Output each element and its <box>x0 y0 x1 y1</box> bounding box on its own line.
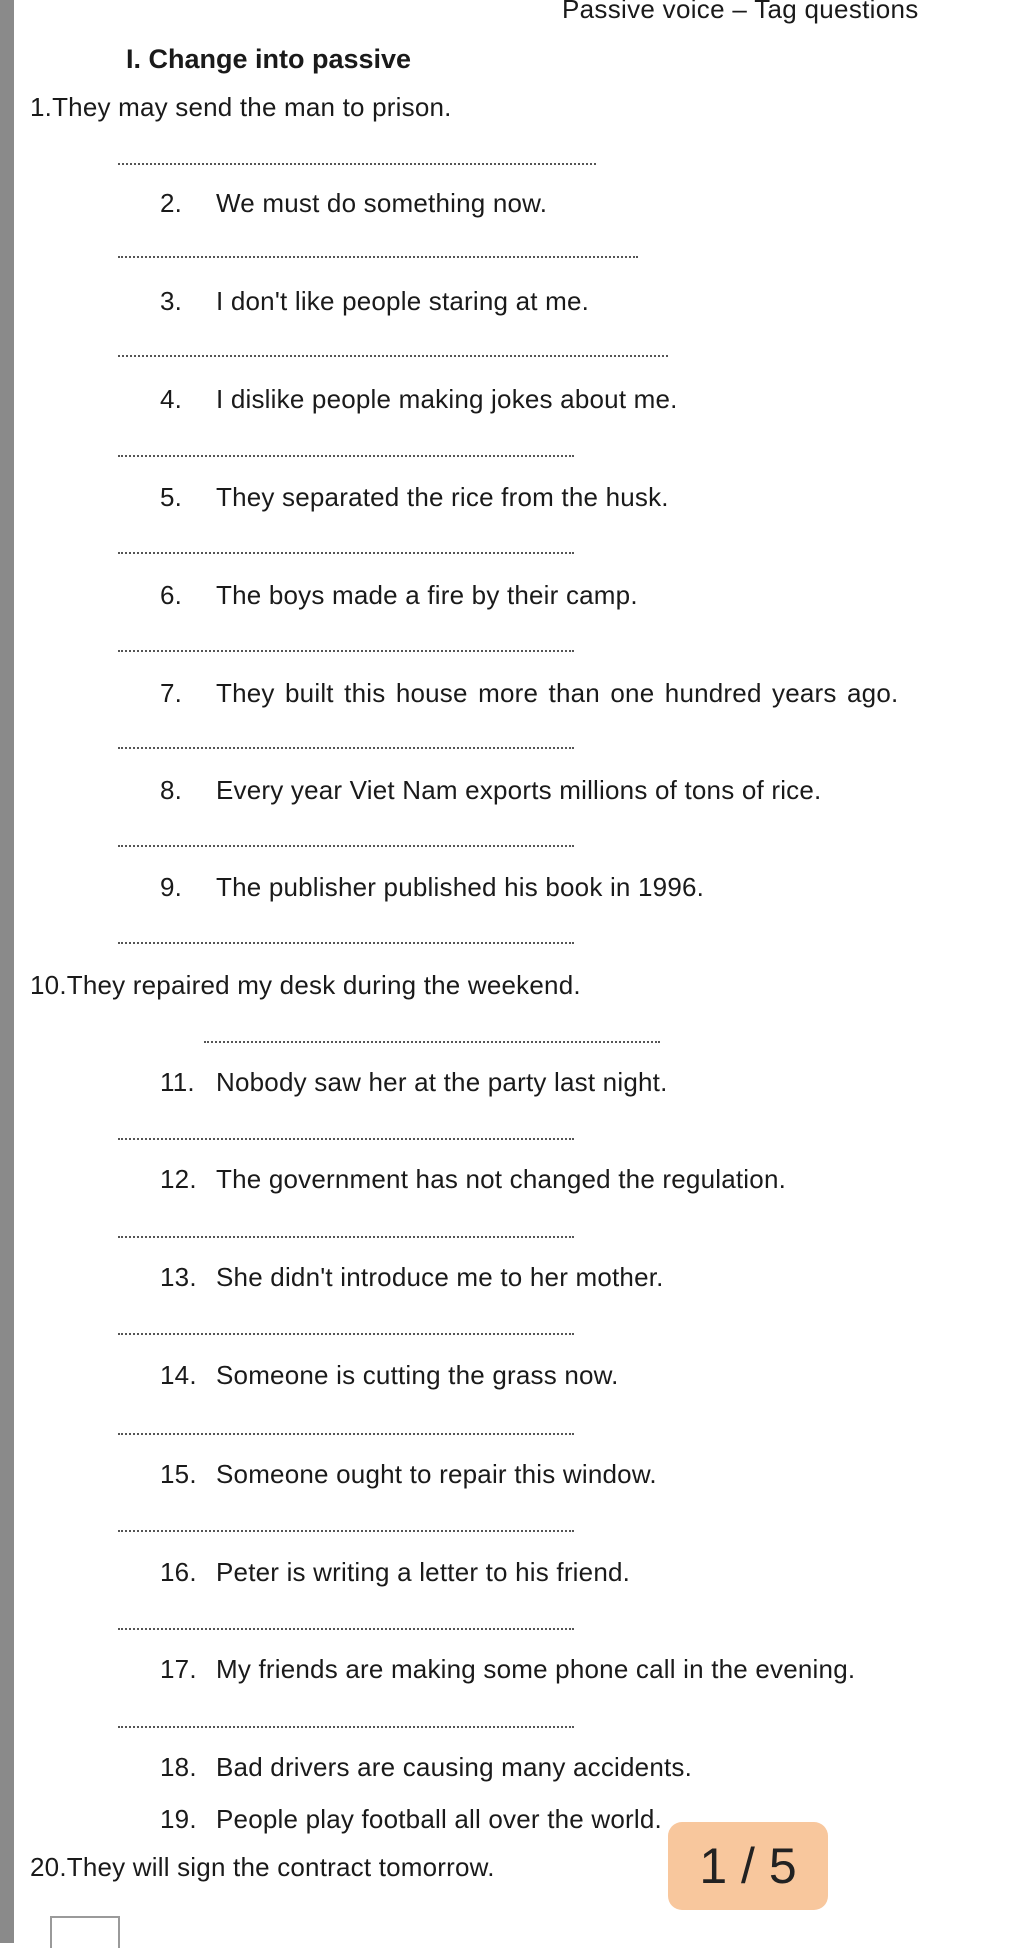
question-text: I dislike people making jokes about me. <box>216 384 678 414</box>
answer-line <box>118 1138 574 1140</box>
question-item <box>160 384 678 415</box>
question-item <box>30 1852 495 1883</box>
question-text: Someone ought to repair this window. <box>216 1459 657 1489</box>
question-text: They repaired my desk during the weekend. <box>66 970 581 1000</box>
question-number: 13. <box>160 1262 197 1292</box>
question-text: My friends are making some phone call in the evening. <box>216 1654 856 1684</box>
question-item <box>160 1164 786 1195</box>
answer-line <box>118 1333 574 1335</box>
question-item <box>160 580 638 611</box>
question-number: 4. <box>160 384 183 414</box>
question-text: They will sign the contract tomorrow. <box>66 1852 495 1882</box>
question-text: The publisher published his book in 1996. <box>216 872 705 902</box>
question-number: 7. <box>160 678 183 708</box>
answer-line <box>118 747 574 749</box>
question-number: 8. <box>160 775 183 805</box>
question-item <box>160 286 589 317</box>
question-number: 20. <box>30 1852 67 1882</box>
question-item <box>160 1752 692 1783</box>
question-item <box>30 92 452 123</box>
answer-line <box>118 552 574 554</box>
question-number: 9. <box>160 872 183 902</box>
section-heading: I. Change into passive <box>126 44 412 74</box>
answer-line <box>118 1530 574 1532</box>
answer-line <box>204 1041 660 1043</box>
question-text: She didn't introduce me to her mother. <box>216 1262 664 1292</box>
page-indicator: 1 / 5 <box>668 1822 828 1910</box>
question-item <box>160 1804 662 1835</box>
question-text: People play football all over the world. <box>216 1804 662 1834</box>
question-text: Every year Viet Nam exports millions of tons of rice. <box>216 775 822 805</box>
question-item <box>160 1067 668 1098</box>
answer-line <box>118 942 574 944</box>
question-text: The government has not changed the regulation. <box>216 1164 787 1194</box>
question-number: 15. <box>160 1459 197 1489</box>
question-text: Bad drivers are causing many accidents. <box>216 1752 693 1782</box>
question-text: Nobody saw her at the party last night. <box>216 1067 668 1097</box>
answer-line <box>118 1726 574 1728</box>
question-text: They may send the man to prison. <box>52 92 452 122</box>
question-number: 17. <box>160 1654 197 1684</box>
answer-line <box>118 455 574 457</box>
question-item <box>160 188 547 219</box>
question-number: 11. <box>160 1067 195 1097</box>
question-item <box>160 872 704 903</box>
question-item <box>160 1459 657 1490</box>
question-item <box>160 1557 630 1588</box>
question-number: 16. <box>160 1557 197 1587</box>
answer-line <box>118 163 596 165</box>
question-number: 12. <box>160 1164 197 1194</box>
answer-line <box>118 355 668 357</box>
answer-line <box>118 1433 574 1435</box>
question-number: 3. <box>160 286 183 316</box>
answer-line <box>118 1236 574 1238</box>
question-text: They separated the rice from the husk. <box>216 482 669 512</box>
question-text: Someone is cutting the grass now. <box>216 1360 619 1390</box>
question-item <box>160 775 821 806</box>
answer-line <box>118 845 574 847</box>
answer-line <box>118 1628 574 1630</box>
question-text: The boys made a fire by their camp. <box>216 580 638 610</box>
question-number: 18. <box>160 1752 197 1782</box>
answer-line <box>118 256 638 258</box>
question-number: 5. <box>160 482 183 512</box>
question-item <box>160 1262 664 1293</box>
question-item <box>30 970 581 1001</box>
question-item <box>160 678 898 709</box>
question-item <box>160 1360 619 1391</box>
question-item <box>160 1654 855 1685</box>
question-number: 2. <box>160 188 183 218</box>
question-text: They built this house more than one hundred years ago. <box>216 678 899 708</box>
question-text: We must do something now. <box>216 188 548 218</box>
question-number: 10. <box>30 970 67 1000</box>
corner-box <box>50 1916 120 1948</box>
question-text: Peter is writing a letter to his friend. <box>216 1557 631 1587</box>
answer-line <box>118 650 574 652</box>
question-number: 6. <box>160 580 183 610</box>
question-number: 14. <box>160 1360 197 1390</box>
question-item <box>160 482 669 513</box>
question-number: 19. <box>160 1804 197 1834</box>
question-number: 1. <box>30 92 53 122</box>
document-title: Passive voice – Tag questions <box>562 0 919 24</box>
question-text: I don't like people staring at me. <box>216 286 590 316</box>
